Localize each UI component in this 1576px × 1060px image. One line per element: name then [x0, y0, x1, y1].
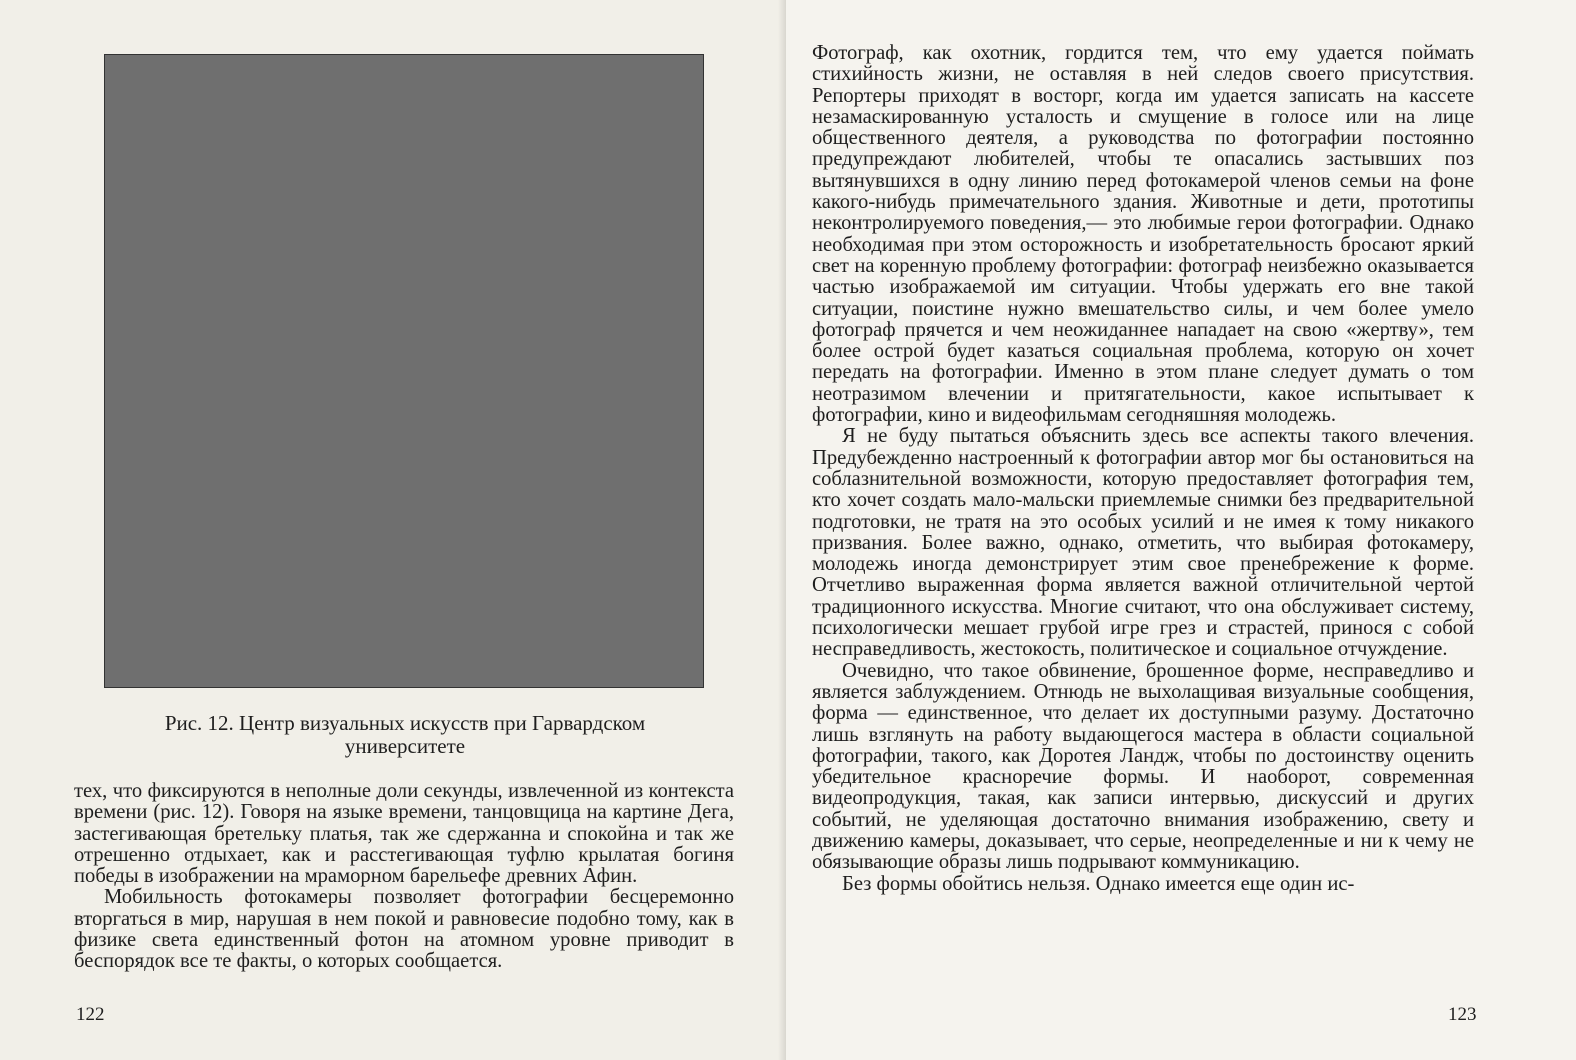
figure-caption: Рис. 12. Центр визуальных искусств при Гарвардском университете	[164, 711, 646, 758]
paragraph: Мобильность фотокамеры позволяет фотографии бесцеремонно вторгаться в мир, нарушая в нем покой и равновесие подобно тому, как в физике света единственный фотон на атомном уровне приводит в беспорядок все те факты, о которых сообщается.	[74, 886, 734, 973]
paragraph: тех, что фиксируются в неполные доли секунды, извлеченной из контекста времени (рис. 12). Говоря на языке времени, танцовщица на картине Дега, застегивающая бретельку платья, так же сдержанна и спокойна и так же отрешенно отдыхает, как и расстегивающая туфлю крылатая богиня победы в изображении на мраморном барельефе древних Афин.	[74, 780, 734, 888]
paragraph: Фотограф, как охотник, гордится тем, что ему удается поймать стихийность жизни, не оставляя в ней следов своего присутствия. Репортеры приходят в восторг, когда им удается записать на кассете незамаскированную усталость и смущение в голосе или на лице общественного деятеля, а руководства по фотографии постоянно предупреждают любителей, чтобы те опасались застывших поз вытянувшихся в одну линию перед фотокамерой членов семьи на фоне какого-нибудь примечательного здания. Животные и дети, прототипы неконтролируемого поведения,— это любимые герои фотографии. Однако необходимая при этом осторожность и изобретательность бросают яркий свет на коренную проблему фотографии: фотограф неизбежно оказывается частью изображаемой им ситуации. Чтобы удержать его вне такой ситуации, поистине нужно вмешательство силы, и чем более умело фотограф прячется и чем неожиданнее нападает на свою «жертву», тем более острой будет казаться социальная проблема, которую он хочет передать на фотографии. Именно в этом плане следует думать о том неотразимом влечении и притягательности, какое испытывает к фотографии, кино и видеофильмам сегодняшняя молодежь.	[812, 42, 1474, 427]
page-number: 122	[76, 1004, 105, 1025]
left-page-text	[74, 781, 734, 973]
paragraph: Очевидно, что такое обвинение, брошенное форме, несправедливо и является заблуждением. Отнюдь не выхолащивая визуальные сообщения, форма — единственное, что делает их доступными разуму. Достаточно лишь взглянуть на работу выдающегося мастера в области социальной фотографии, такого, как Доротея Ландж, чтобы по достоинству оценить убедительное красноречие формы. И наоборот, современная видеопродукция, такая, как записи интервью, дискуссий и других событий, не уделяющая достаточно внимания изображению, свету и движению камеры, доказывает, что серые, неопределенные и ни к чему не обязывающие образы лишь подрывают коммуникацию.	[812, 659, 1474, 874]
paragraph: Я не буду пытаться объяснить здесь все аспекты такого влечения. Предубежденно настроенный к фотографии автор мог бы остановиться на соблазнительной возможности, которую предоставляет фотография тем, кто хочет создать мало-мальски приемлемые снимки без предварительной подготовки, не тратя на это особых усилий и не имея к тому никакого призвания. Более важно, однако, отметить, что выбирая фотокамеру, молодежь иногда демонстрирует этим свое пренебрежение к форме. Отчетливо выраженная форма является важной отличительной чертой традиционного искусства. Многие считают, что она обслуживает систему, психологически мешает грубой игре грез и страстей, принося с собой несправедливость, жестокость, политическое и социальное отчуждение.	[812, 425, 1474, 661]
right-page-text	[812, 43, 1474, 895]
paragraph: Без формы обойтись нельзя. Однако имеется еще один ис-	[842, 872, 1355, 895]
left-page	[0, 0, 786, 1060]
page-number: 123	[1448, 1004, 1477, 1025]
figure-placeholder	[104, 54, 704, 688]
